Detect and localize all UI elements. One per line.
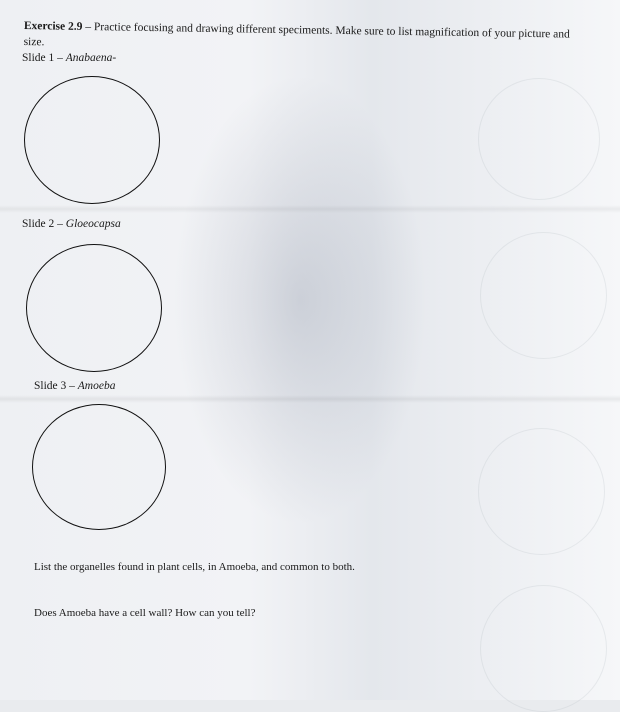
slide-1-label: Slide 1 – Anabaena-: [22, 52, 117, 64]
slide-2-specimen: Gloeocapsa: [65, 218, 121, 230]
instruction-continuation: size.: [23, 35, 45, 49]
bleed-through-circle: [478, 78, 600, 200]
slide-3-specimen: Amoeba: [77, 380, 116, 392]
slide-1-specimen: Anabaena-: [65, 52, 117, 64]
slide-2-drawing-circle[interactable]: [26, 244, 162, 372]
paper-fold: [0, 205, 620, 213]
organelles-question: List the organelles found in plant cells, in Amoeba, and common to both.: [34, 561, 355, 573]
slide-3-label: Slide 3 – Amoeba: [34, 380, 116, 392]
bleed-through-circle: [480, 585, 607, 712]
bleed-through-circle: [478, 428, 605, 555]
slide-2-label: Slide 2 – Gloeocapsa: [22, 218, 121, 230]
paper-fold: [0, 395, 620, 403]
slide-3-drawing-circle[interactable]: [32, 404, 166, 530]
cell-wall-question: Does Amoeba have a cell wall? How can you tell?: [34, 607, 256, 619]
slide-1-drawing-circle[interactable]: [24, 76, 160, 204]
bleed-through-circle: [480, 232, 607, 359]
exercise-label: Exercise 2.9: [23, 19, 83, 33]
instruction-text: – Practice focusing and drawing different speciments. Make sure to list magnification of your picture and: [82, 20, 570, 41]
